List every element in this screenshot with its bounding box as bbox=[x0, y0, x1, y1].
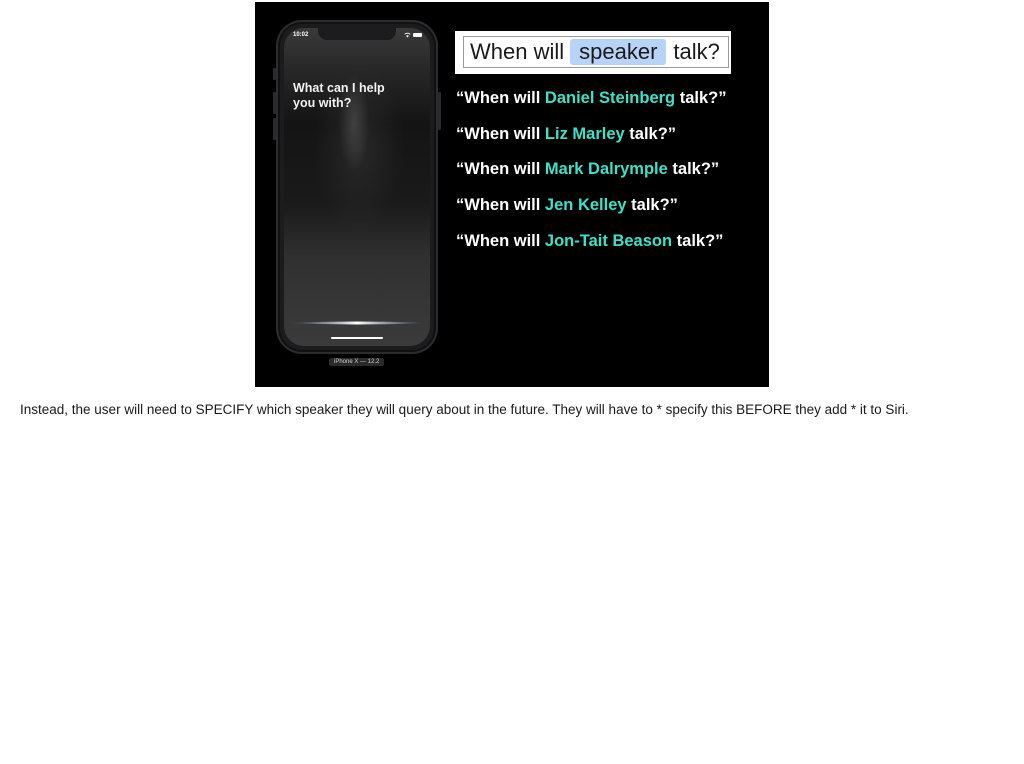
power-button bbox=[438, 92, 441, 130]
speaker-name: Daniel Steinberg bbox=[544, 89, 676, 107]
home-indicator[interactable] bbox=[331, 337, 383, 339]
status-icons bbox=[404, 32, 422, 38]
phrase-open: “When will bbox=[456, 231, 545, 250]
siri-waveform-icon bbox=[288, 321, 426, 325]
speaker-name: Mark Dalrymple bbox=[544, 160, 668, 179]
speaker-name: Jon-Tait Beason bbox=[544, 231, 673, 250]
example-phrases bbox=[456, 88, 726, 266]
phrase-close: talk?” bbox=[672, 231, 724, 250]
phrase-open: “When will bbox=[456, 160, 545, 179]
speaker-token: speaker bbox=[570, 39, 666, 65]
query-prefix: When will bbox=[470, 39, 565, 64]
query-template bbox=[463, 36, 729, 68]
slide bbox=[255, 2, 769, 387]
device-label: iPhone X — 12.2 bbox=[329, 358, 384, 366]
example-phrase bbox=[456, 124, 726, 160]
example-phrase bbox=[456, 88, 726, 124]
speaker-name: Liz Marley bbox=[544, 124, 625, 143]
phrase-open: “When will bbox=[456, 124, 545, 143]
notch bbox=[318, 28, 396, 40]
siri-screen bbox=[284, 28, 430, 346]
wifi-icon bbox=[404, 32, 411, 38]
speaker-name: Jen Kelley bbox=[544, 196, 627, 215]
query-suffix: talk? bbox=[673, 39, 720, 64]
status-time: 10:02 bbox=[293, 32, 309, 38]
example-phrase bbox=[456, 195, 726, 231]
phrase-open: “When will bbox=[456, 196, 545, 215]
volume-up-button bbox=[273, 92, 276, 114]
battery-icon bbox=[413, 33, 422, 37]
side-button bbox=[273, 68, 276, 80]
phrase-close: talk?” bbox=[624, 124, 677, 143]
example-phrase bbox=[456, 231, 726, 267]
phrase-close: talk?” bbox=[626, 196, 678, 215]
phrase-close: talk?” bbox=[667, 160, 720, 179]
phrase-close: talk?” bbox=[675, 89, 727, 107]
example-phrase bbox=[456, 159, 726, 195]
siri-prompt: What can I help you with? bbox=[293, 81, 385, 110]
phrase-open: “When will bbox=[456, 89, 545, 107]
presenter-notes: Instead, the user will need to SPECIFY which speaker they will query about in the future. They will have to * specify this BEFORE they add * it to Siri. bbox=[20, 402, 909, 417]
volume-down-button bbox=[273, 118, 276, 140]
iphone-mockup bbox=[276, 20, 438, 354]
query-template-box bbox=[455, 31, 731, 74]
